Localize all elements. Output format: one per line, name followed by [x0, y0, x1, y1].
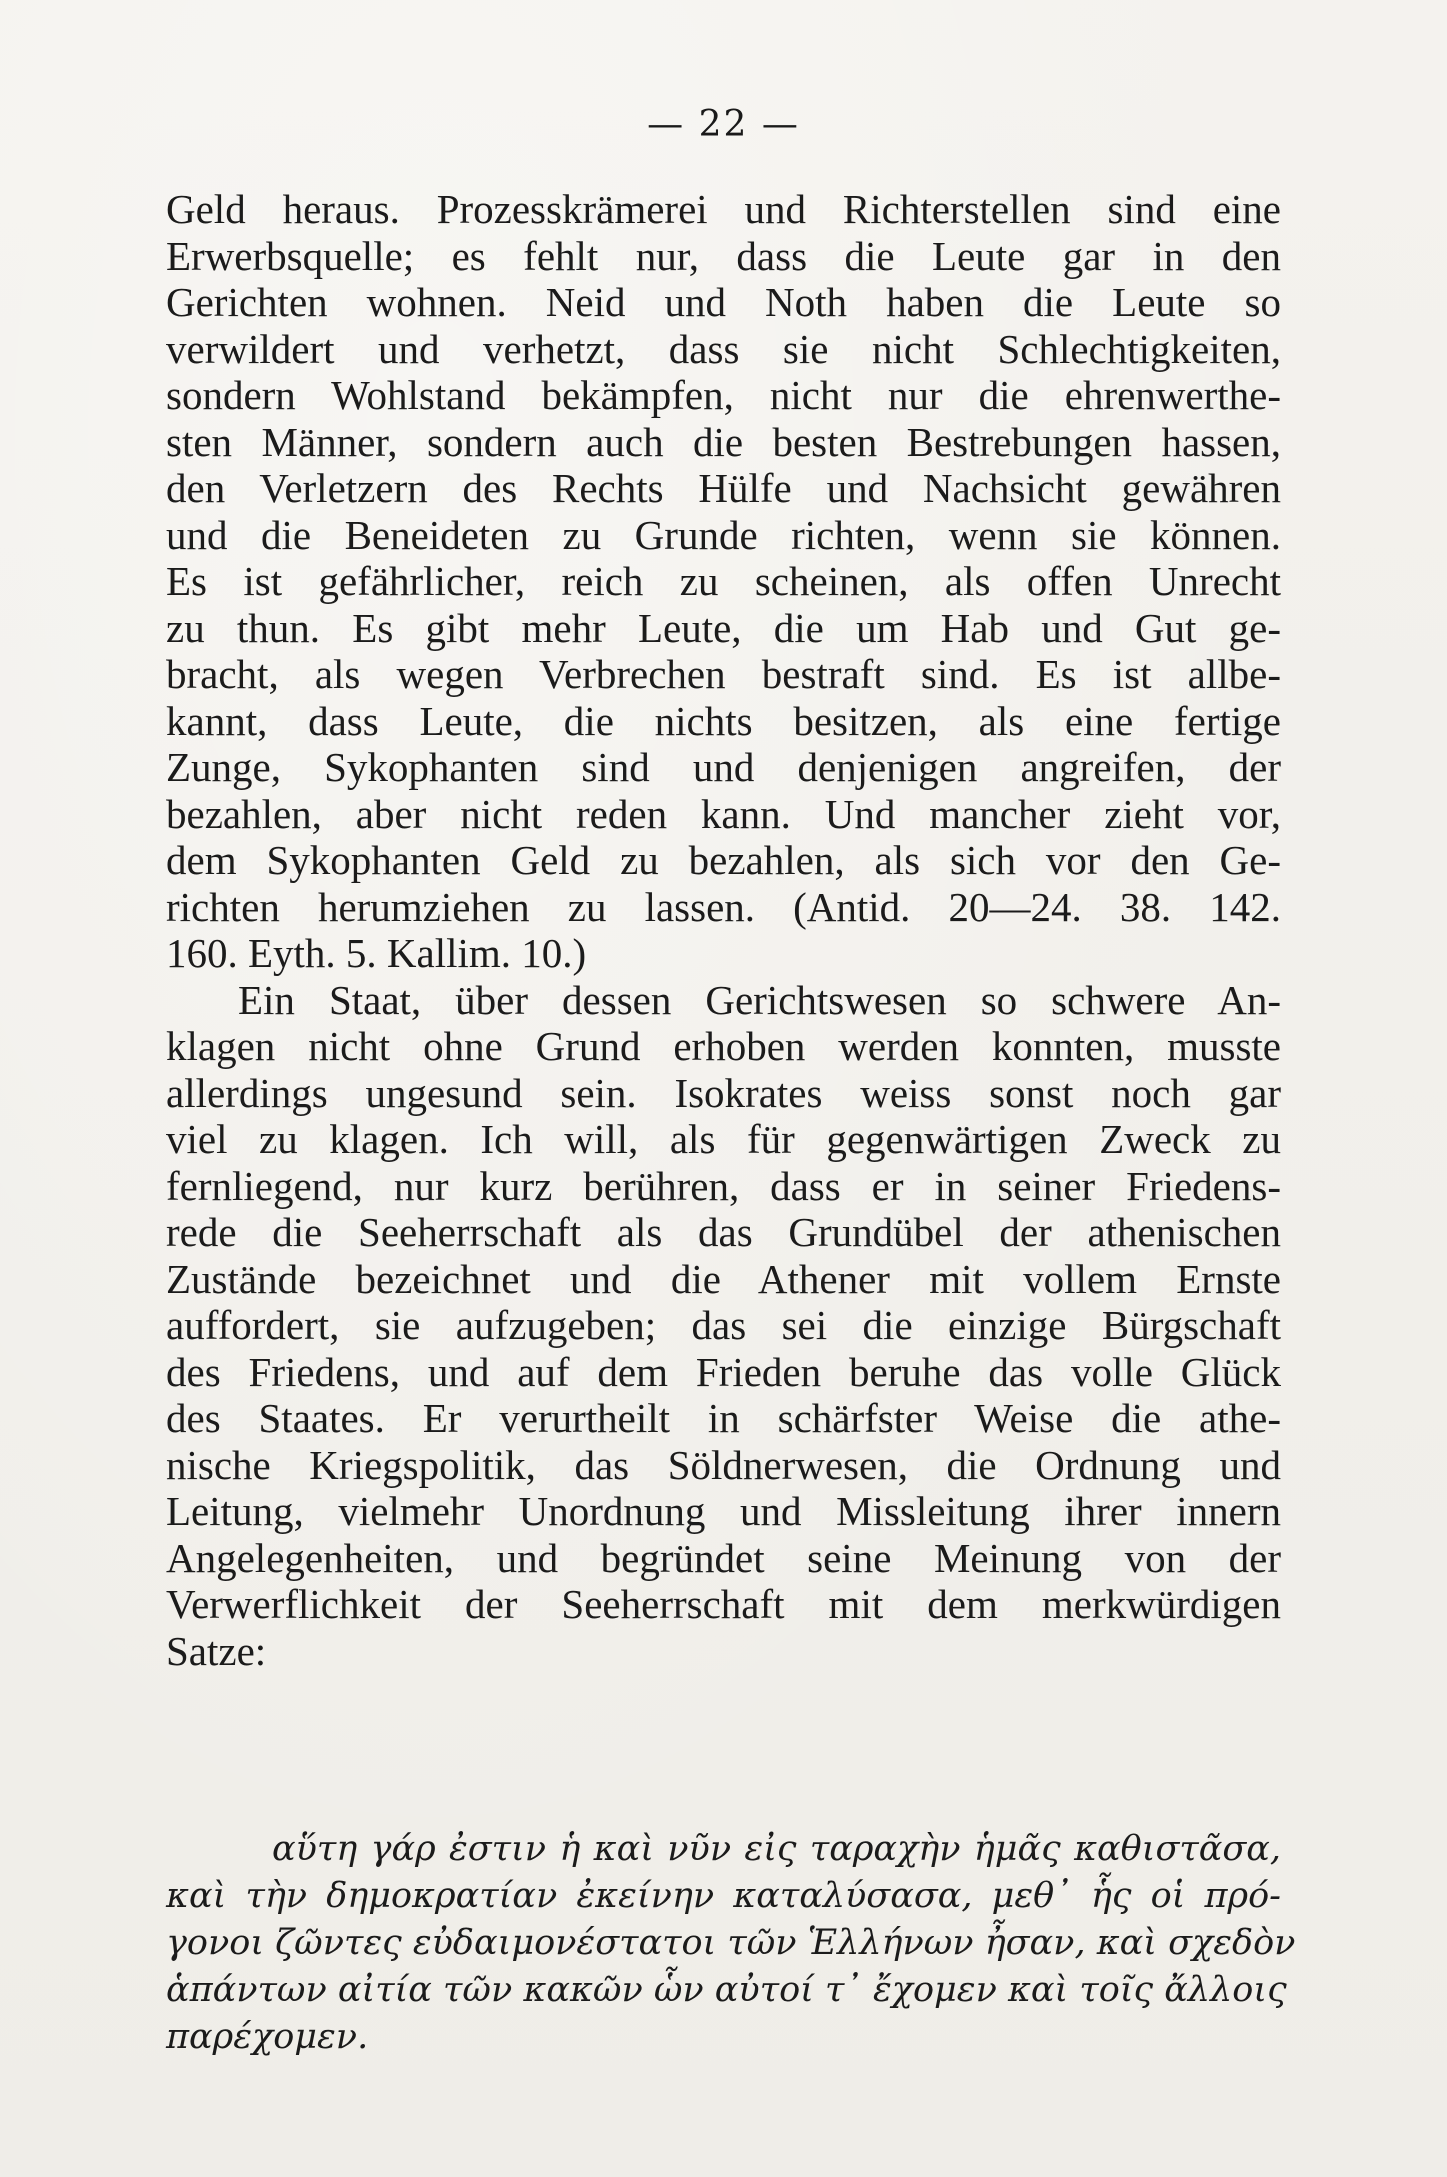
paragraph-start-line: Ein Staat, über dessen Gerichtswesen so schwere An-: [238, 976, 1281, 1023]
text-line: Angelegenheiten, und begründet seine Meinung von der: [166, 1534, 1281, 1581]
text-line: Satze:: [166, 1627, 267, 1674]
quote-line: καὶ τὴν δημοκρατίαν ἐκείνην καταλύσασα, μεθ᾽ ἧς οἱ πρό-: [166, 1876, 1281, 1916]
text-line: Zunge, Sykophanten sind und denjenigen angreifen, der: [166, 744, 1281, 790]
text-line: Es ist gefährlicher, reich zu scheinen, als offen Unrecht: [166, 558, 1281, 604]
text-line: des Staates. Er verurtheilt in schärfster Weise die athe-: [166, 1395, 1281, 1441]
text-line: auffordert, sie aufzugeben; das sei die einzige Bürgschaft: [166, 1302, 1281, 1348]
text-line: dem Sykophanten Geld zu bezahlen, als sich vor den Ge-: [166, 837, 1281, 883]
text-line: rede die Seeherrschaft als das Grundübel der athenischen: [166, 1209, 1281, 1255]
text-line: sten Männer, sondern auch die besten Bestrebungen hassen,: [166, 418, 1281, 465]
text-line: Erwerbsquelle; es fehlt nur, dass die Leute gar in den: [166, 232, 1281, 279]
text-line: Zustände bezeichnet und die Athener mit vollem Ernste: [166, 1255, 1281, 1302]
text-line: zu thun. Es gibt mehr Leute, die um Hab und Gut ge-: [166, 604, 1281, 651]
text-line: klagen nicht ohne Grund erhoben werden konnten, musste: [166, 1023, 1281, 1069]
quote-line: γονοι ζῶντες εὐδαιμονέστατοι τῶν Ἑλλήνων ἦσαν, καὶ σχεδὸν: [166, 1923, 1296, 1963]
text-line: des Friedens, und auf dem Frieden beruhe das volle Glück: [166, 1348, 1281, 1395]
text-line: allerdings ungesund sein. Isokrates weiss sonst noch gar: [166, 1069, 1281, 1116]
text-line: viel zu klagen. Ich will, als für gegenwärtigen Zweck zu: [166, 1116, 1281, 1162]
text-line: Gerichten wohnen. Neid und Noth haben die Leute so: [166, 279, 1281, 325]
greek-quotation: [166, 1826, 1296, 2061]
text-line: bezahlen, aber nicht reden kann. Und mancher zieht vor,: [166, 790, 1281, 837]
quote-line: αὕτη γάρ ἐστιν ἡ καὶ νῦν εἰς ταραχὴν ἡμᾶς καθιστᾶσα,: [272, 1829, 1281, 1869]
text-line: 160. Eyth. 5. Kallim. 10.): [166, 930, 587, 976]
text-line: fernliegend, nur kurz berühren, dass er in seiner Friedens-: [166, 1162, 1281, 1209]
body-text: [166, 186, 1281, 1674]
text-line: sondern Wohlstand bekämpfen, nicht nur die ehrenwerthe-: [166, 372, 1281, 418]
text-line: Verwerflichkeit der Seeherrschaft mit dem merkwürdigen: [166, 1581, 1281, 1627]
text-line: verwildert und verhetzt, dass sie nicht Schlechtigkeiten,: [166, 325, 1281, 372]
text-line: und die Beneideten zu Grunde richten, wenn sie können.: [166, 511, 1281, 558]
text-line: Leitung, vielmehr Unordnung und Missleitung ihrer innern: [166, 1488, 1281, 1534]
text-line: richten herumziehen zu lassen. (Antid. 20—24. 38. 142.: [166, 883, 1281, 930]
text-line: Geld heraus. Prozesskrämerei und Richterstellen sind eine: [166, 186, 1281, 232]
text-line: bracht, als wegen Verbrechen bestraft sind. Es ist allbe-: [166, 651, 1281, 697]
page-number: — 22 —: [647, 104, 800, 145]
text-line: den Verletzern des Rechts Hülfe und Nachsicht gewähren: [166, 465, 1281, 511]
quote-line: παρέχομεν.: [166, 2017, 369, 2057]
quote-line: ἁπάντων αἰτία τῶν κακῶν ὧν αὐτοί τ᾽ ἔχομεν καὶ τοῖς ἄλλοις: [166, 1970, 1287, 2010]
text-line: kannt, dass Leute, die nichts besitzen, als eine fertige: [166, 697, 1281, 744]
text-line: nische Kriegspolitik, das Söldnerwesen, die Ordnung und: [166, 1441, 1281, 1488]
